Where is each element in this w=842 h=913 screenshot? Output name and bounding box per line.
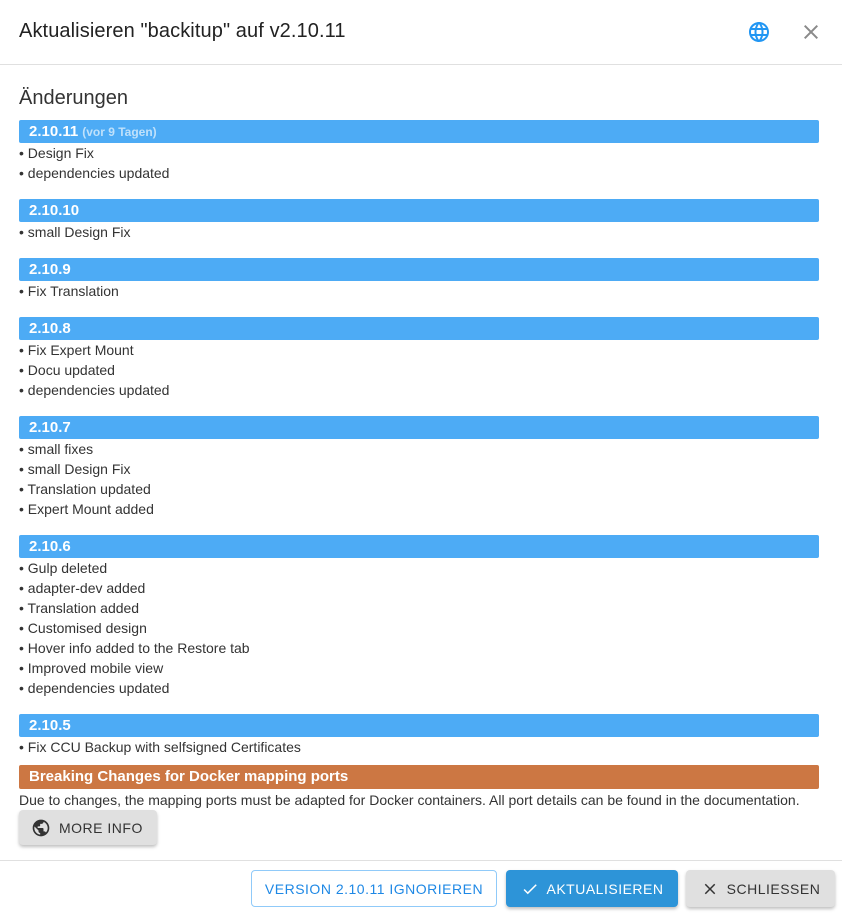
version-block: [19, 199, 819, 242]
breaking-changes-title: Breaking Changes for Docker mapping ports: [19, 765, 819, 789]
change-item: • dependencies updated: [19, 382, 170, 398]
version-block: [19, 120, 819, 183]
dialog-title: Aktualisieren "backitup" auf v2.10.11: [19, 20, 346, 42]
change-item: • Hover info added to the Restore tab: [19, 640, 250, 656]
version-header: [19, 258, 819, 281]
change-item: • dependencies updated: [19, 680, 170, 696]
dialog-header: [0, 0, 842, 65]
change-item: • Fix Translation: [19, 283, 119, 299]
close-icon[interactable]: [799, 20, 823, 44]
version-header: [19, 416, 819, 439]
change-item: • Expert Mount added: [19, 501, 154, 517]
version-block: [19, 317, 819, 400]
changes-heading: Änderungen: [19, 87, 128, 109]
change-item: • Fix Expert Mount: [19, 342, 134, 358]
dialog-footer: [0, 860, 842, 913]
version-block: [19, 416, 819, 519]
version-number: 2.10.5: [29, 717, 71, 734]
version-number: 2.10.8: [29, 320, 71, 337]
ignore-version-label: VERSION 2.10.11 IGNORIEREN: [264, 880, 484, 897]
change-item: • adapter-dev added: [19, 580, 146, 596]
change-item: • small fixes: [19, 441, 94, 457]
dialog-content: [0, 65, 842, 860]
version-number: 2.10.11: [29, 123, 79, 140]
more-info-label: MORE INFO: [59, 819, 143, 836]
update-label: AKTUALISIEREN: [546, 880, 664, 897]
close-icon: [701, 880, 719, 898]
close-button[interactable]: [686, 870, 835, 907]
version-date: (vor 9 Tagen): [82, 125, 157, 139]
version-number: 2.10.9: [29, 261, 71, 278]
breaking-changes-text: Due to changes, the mapping ports must be adapted for Docker containers. All port details can be found in the documentation.: [19, 792, 800, 808]
version-number: 2.10.10: [29, 202, 80, 219]
change-item: • Fix CCU Backup with selfsigned Certificates: [19, 739, 301, 755]
change-item: • Docu updated: [19, 362, 115, 378]
change-item: • Translation updated: [19, 481, 151, 497]
check-icon: [521, 880, 539, 898]
version-block: [19, 258, 819, 301]
close-label: SCHLIESSEN: [726, 880, 821, 897]
version-block: [19, 714, 819, 757]
change-item: • dependencies updated: [19, 165, 170, 181]
version-header: [19, 199, 819, 222]
change-item: • small Design Fix: [19, 461, 131, 477]
change-item: • Translation added: [19, 600, 140, 616]
change-item: • Design Fix: [19, 145, 94, 161]
version-header: [19, 120, 819, 143]
version-header: [19, 714, 819, 737]
change-item: • small Design Fix: [19, 224, 131, 240]
more-info-button[interactable]: [19, 810, 157, 845]
breaking-changes: [19, 765, 819, 810]
globe-icon: [31, 818, 51, 838]
version-block: [19, 535, 819, 698]
version-number: 2.10.6: [29, 538, 71, 555]
globe-icon[interactable]: [747, 20, 771, 44]
version-list: [19, 120, 819, 757]
change-item: • Gulp deleted: [19, 560, 108, 576]
update-button[interactable]: [506, 870, 678, 907]
change-item: • Customised design: [19, 620, 147, 636]
change-item: • Improved mobile view: [19, 660, 164, 676]
version-header: [19, 535, 819, 558]
ignore-version-button[interactable]: [251, 870, 497, 907]
version-number: 2.10.7: [29, 419, 71, 436]
version-header: [19, 317, 819, 340]
